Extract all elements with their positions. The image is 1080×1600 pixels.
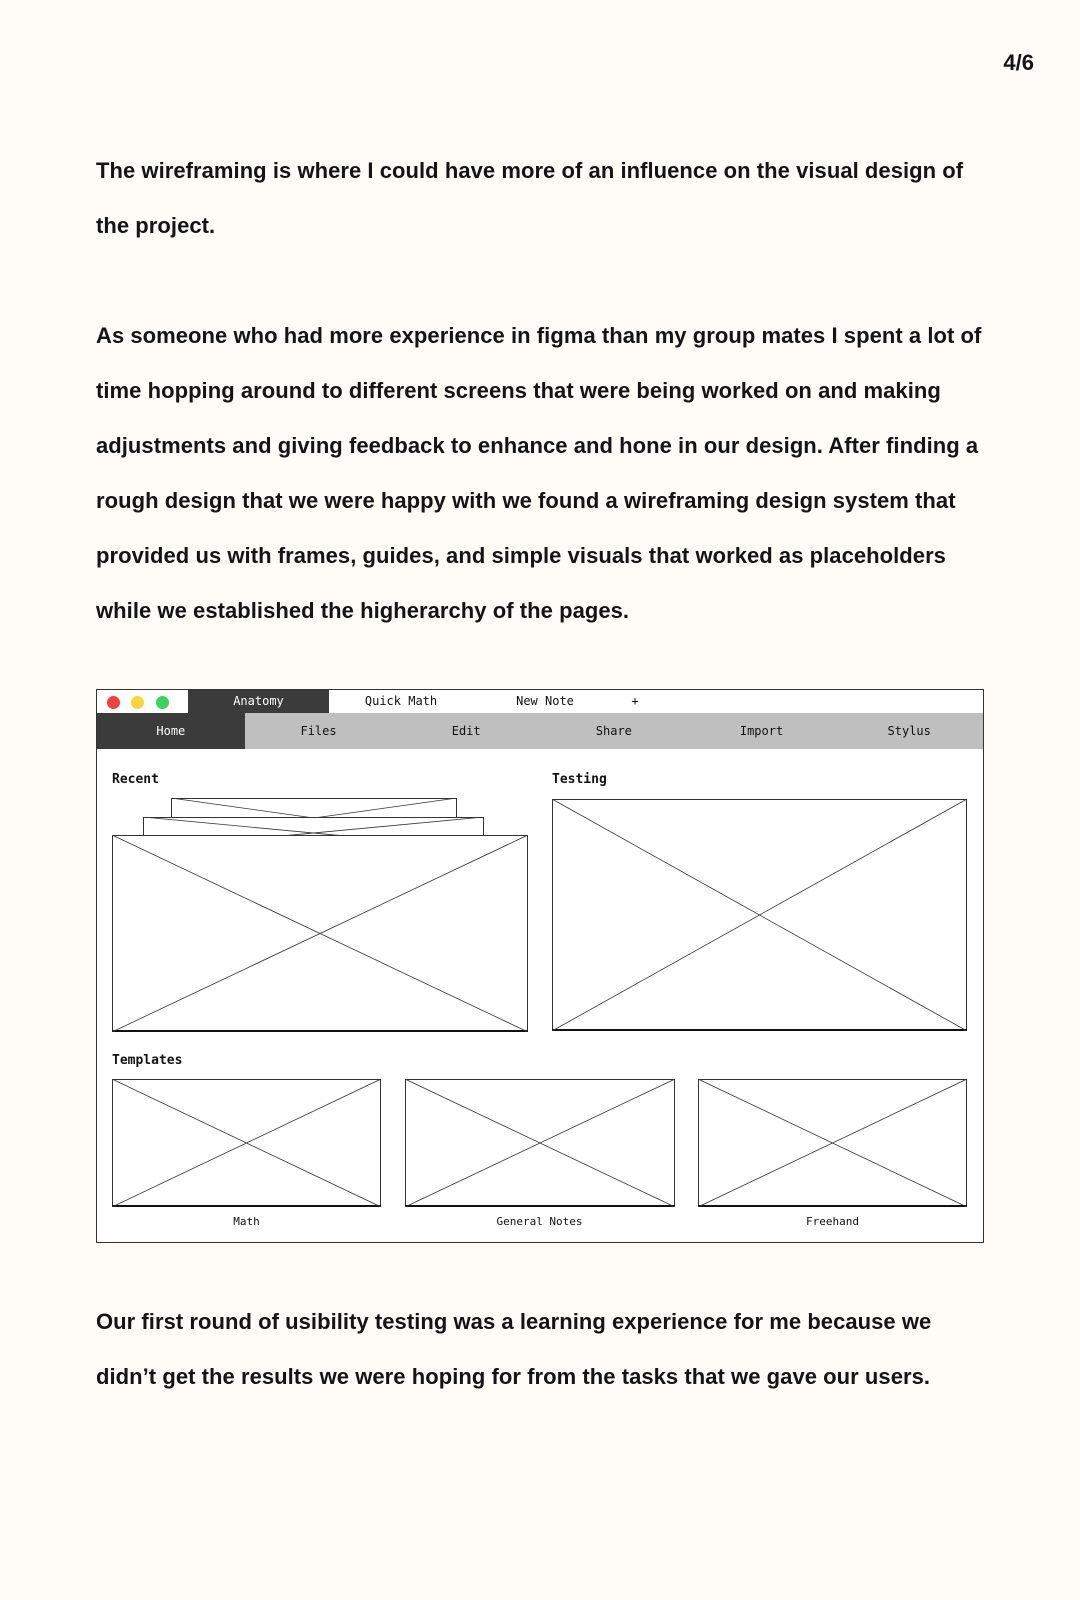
tab-new-note[interactable]: New Note bbox=[516, 694, 574, 708]
close-window-dot[interactable] bbox=[107, 696, 120, 709]
maximize-window-dot[interactable] bbox=[156, 696, 169, 709]
menu-stylus[interactable]: Stylus bbox=[887, 724, 931, 738]
template-label-math: Math bbox=[233, 1215, 260, 1228]
menu-share[interactable]: Share bbox=[595, 724, 632, 738]
template-freehand-placeholder[interactable] bbox=[698, 1079, 967, 1207]
recent-section-label: Recent bbox=[112, 772, 159, 787]
page-number: 4/6 bbox=[1003, 50, 1034, 75]
testing-paragraph: Our first round of usibility testing was a learning experience for me because we didn’t get the results we were hoping for from the tasks that we gave our users. bbox=[96, 1309, 932, 1389]
menu-import[interactable]: Import bbox=[739, 724, 784, 738]
add-tab-button[interactable]: + bbox=[631, 694, 639, 708]
window-tab-bar bbox=[97, 690, 983, 713]
minimize-window-dot[interactable] bbox=[131, 696, 144, 709]
tab-quick-math[interactable]: Quick Math bbox=[364, 694, 438, 708]
template-label-general-notes: General Notes bbox=[496, 1215, 583, 1228]
wireframe-mockup bbox=[96, 689, 984, 1243]
tab-anatomy[interactable]: Anatomy bbox=[188, 690, 329, 713]
template-math-placeholder[interactable] bbox=[112, 1079, 381, 1207]
templates-section-label: Templates bbox=[112, 1053, 183, 1068]
menu-files[interactable]: Files bbox=[300, 724, 337, 738]
testing-note-placeholder[interactable] bbox=[552, 799, 967, 1031]
menu-edit[interactable]: Edit bbox=[451, 724, 481, 738]
template-label-freehand: Freehand bbox=[806, 1215, 859, 1228]
recent-note-placeholder[interactable] bbox=[112, 835, 528, 1032]
process-paragraph: As someone who had more experience in figma than my group mates I spent a lot of time hopping around to different screens that were being worked on and making adjustments and giving feedback to enhance and hone in our design. After finding a rough design that we were happy with we found a wireframing design system that provided us with frames, guides, and simple visuals that worked as placeholders while we established the higherarchy of the pages. bbox=[96, 323, 982, 623]
menu-bar bbox=[97, 713, 983, 749]
intro-paragraph: The wireframing is where I could have more of an influence on the visual design of the project. bbox=[96, 158, 964, 238]
template-general-notes-placeholder[interactable] bbox=[405, 1079, 675, 1207]
testing-section-label: Testing bbox=[552, 772, 607, 787]
menu-home[interactable]: Home bbox=[97, 713, 245, 749]
